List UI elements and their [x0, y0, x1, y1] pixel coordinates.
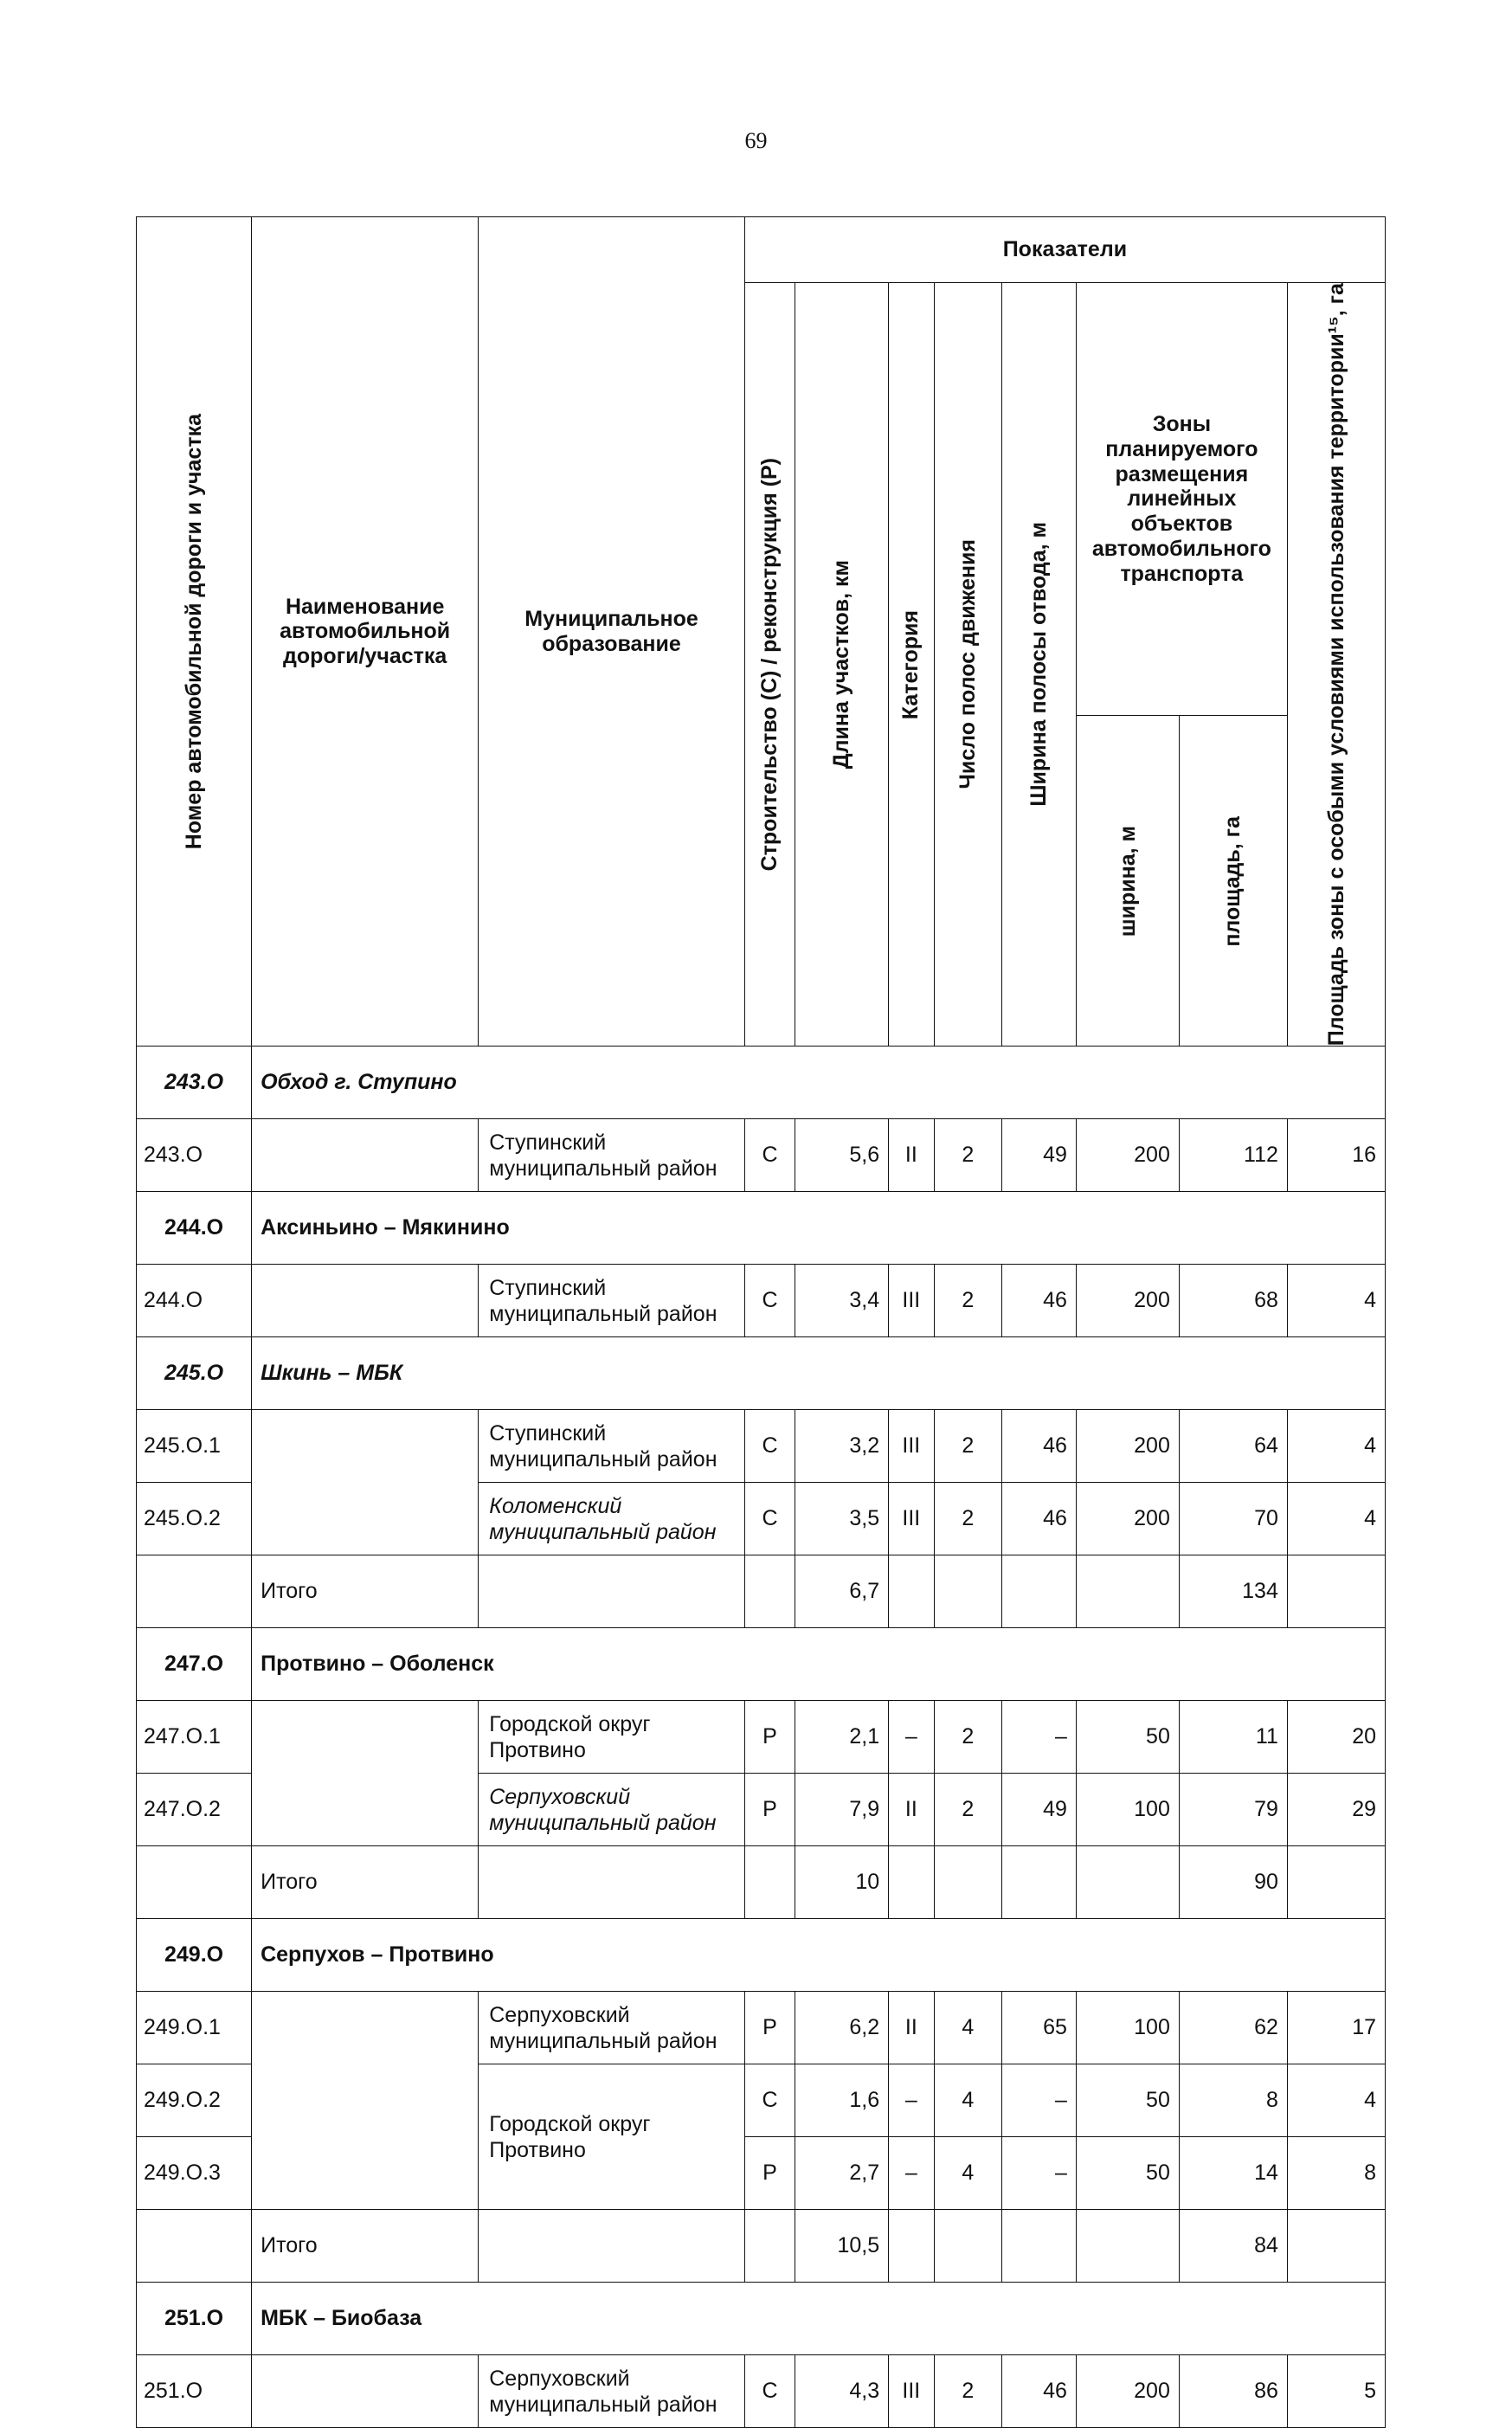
total-label: Итого [252, 2210, 479, 2283]
zone-width: 100 [1076, 1992, 1179, 2064]
zone-width: 200 [1076, 2355, 1179, 2428]
total-empty [889, 1846, 934, 1919]
zone-width: 200 [1076, 1265, 1179, 1337]
zone-area: 68 [1179, 1265, 1287, 1337]
right-of-way-width: 46 [1002, 2355, 1077, 2428]
header-zones: Зоны планируемого размещения линейных объектов автомобильного транспорта [1076, 283, 1287, 716]
category: – [889, 2137, 934, 2210]
table-row [137, 1119, 1386, 1192]
road-name-cell [252, 1992, 479, 2210]
total-empty [1076, 1846, 1179, 1919]
category: III [889, 2355, 934, 2428]
construction-type: Р [744, 1701, 795, 1774]
total-label: Итого [252, 1846, 479, 1919]
special-zone-area: 20 [1287, 1701, 1385, 1774]
group-number: 244.О [137, 1192, 252, 1265]
right-of-way-width: 46 [1002, 1483, 1077, 1555]
municipality-cell: Городской округ Протвино [479, 2064, 745, 2210]
category: II [889, 1774, 934, 1846]
header-length: Длина участков, км [795, 283, 889, 1047]
row-number: 244.О [137, 1265, 252, 1337]
category: III [889, 1410, 934, 1483]
group-number: 243.О [137, 1047, 252, 1119]
special-zone-area: 4 [1287, 1483, 1385, 1555]
total-empty [744, 1846, 795, 1919]
group-header-row [137, 1919, 1386, 1992]
group-number: 249.О [137, 1919, 252, 1992]
right-of-way-width: 65 [1002, 1992, 1077, 2064]
length-km: 2,1 [795, 1701, 889, 1774]
row-number: 245.О.2 [137, 1483, 252, 1555]
total-length: 10 [795, 1846, 889, 1919]
right-of-way-width: – [1002, 1701, 1077, 1774]
special-zone-area: 5 [1287, 2355, 1385, 2428]
total-empty [1002, 1846, 1077, 1919]
construction-type: С [744, 1265, 795, 1337]
total-row [137, 1846, 1386, 1919]
construction-type: С [744, 2064, 795, 2137]
zone-area: 112 [1179, 1119, 1287, 1192]
zone-area: 86 [1179, 2355, 1287, 2428]
total-empty [934, 1555, 1002, 1628]
table-row [137, 1992, 1386, 2064]
length-km: 4,3 [795, 2355, 889, 2428]
group-name: Обход г. Ступино [252, 1047, 1386, 1119]
lanes: 2 [934, 1701, 1002, 1774]
total-length: 10,5 [795, 2210, 889, 2283]
total-empty [1002, 1555, 1077, 1628]
total-zone-area: 90 [1179, 1846, 1287, 1919]
total-empty [1002, 2210, 1077, 2283]
row-number: 247.О.1 [137, 1701, 252, 1774]
right-of-way-width: – [1002, 2137, 1077, 2210]
group-name: Протвино – Оболенск [252, 1628, 1386, 1701]
zone-width: 50 [1076, 1701, 1179, 1774]
total-empty [137, 2210, 252, 2283]
zone-area: 70 [1179, 1483, 1287, 1555]
total-empty [137, 1846, 252, 1919]
special-zone-area: 4 [1287, 1410, 1385, 1483]
header-lanes: Число полос движения [934, 283, 1002, 1047]
group-header-row [137, 1192, 1386, 1265]
length-km: 7,9 [795, 1774, 889, 1846]
special-zone-area: 8 [1287, 2137, 1385, 2210]
road-name-cell [252, 1410, 479, 1555]
group-name: Аксиньино – Мякинино [252, 1192, 1386, 1265]
zone-width: 50 [1076, 2137, 1179, 2210]
total-length: 6,7 [795, 1555, 889, 1628]
category: – [889, 2064, 934, 2137]
roads-table [136, 216, 1386, 2428]
construction-type: С [744, 2355, 795, 2428]
length-km: 3,5 [795, 1483, 889, 1555]
municipality-cell: Серпуховский муниципальный район [479, 1774, 745, 1846]
header-zone-width: ширина, м [1076, 716, 1179, 1047]
municipality-cell: Ступинский муниципальный район [479, 1119, 745, 1192]
zone-area: 64 [1179, 1410, 1287, 1483]
length-km: 6,2 [795, 1992, 889, 2064]
total-zone-area: 134 [1179, 1555, 1287, 1628]
row-number: 245.О.1 [137, 1410, 252, 1483]
lanes: 2 [934, 1774, 1002, 1846]
total-empty [889, 2210, 934, 2283]
total-empty [934, 2210, 1002, 2283]
group-name: МБК – Биобаза [252, 2283, 1386, 2355]
special-zone-area: 29 [1287, 1774, 1385, 1846]
zone-area: 62 [1179, 1992, 1287, 2064]
special-zone-area: 4 [1287, 1265, 1385, 1337]
zone-area: 14 [1179, 2137, 1287, 2210]
construction-type: Р [744, 1774, 795, 1846]
lanes: 2 [934, 2355, 1002, 2428]
lanes: 2 [934, 1265, 1002, 1337]
lanes: 2 [934, 1119, 1002, 1192]
road-name-cell [252, 1701, 479, 1846]
header-zone-area: площадь, га [1179, 716, 1287, 1047]
group-header-row [137, 1628, 1386, 1701]
lanes: 4 [934, 2064, 1002, 2137]
municipality-cell: Ступинский муниципальный район [479, 1265, 745, 1337]
row-number: 249.О.2 [137, 2064, 252, 2137]
municipality-cell: Ступинский муниципальный район [479, 1410, 745, 1483]
road-name-cell [252, 1265, 479, 1337]
total-empty [1287, 1846, 1385, 1919]
construction-type: С [744, 1119, 795, 1192]
header-indicators: Показатели [744, 217, 1385, 283]
row-number: 249.О.3 [137, 2137, 252, 2210]
lanes: 4 [934, 2137, 1002, 2210]
total-label: Итого [252, 1555, 479, 1628]
group-number: 245.О [137, 1337, 252, 1410]
total-empty [1287, 2210, 1385, 2283]
total-empty [1076, 1555, 1179, 1628]
row-number: 247.О.2 [137, 1774, 252, 1846]
length-km: 1,6 [795, 2064, 889, 2137]
total-empty [1076, 2210, 1179, 2283]
group-header-row [137, 1337, 1386, 1410]
zone-width: 50 [1076, 2064, 1179, 2137]
page-number: 69 [744, 128, 768, 153]
category: III [889, 1483, 934, 1555]
right-of-way-width: – [1002, 2064, 1077, 2137]
total-empty [744, 2210, 795, 2283]
group-header-row [137, 1047, 1386, 1119]
table-row [137, 1410, 1386, 1483]
lanes: 2 [934, 1410, 1002, 1483]
header-category: Категория [889, 283, 934, 1047]
zone-area: 79 [1179, 1774, 1287, 1846]
row-number: 249.О.1 [137, 1992, 252, 2064]
length-km: 3,2 [795, 1410, 889, 1483]
zone-width: 200 [1076, 1410, 1179, 1483]
total-empty [479, 1846, 745, 1919]
lanes: 2 [934, 1483, 1002, 1555]
municipality-cell: Серпуховский муниципальный район [479, 1992, 745, 2064]
header-right-of-way: Ширина полосы отвода, м [1002, 283, 1077, 1047]
total-row [137, 1555, 1386, 1628]
table-row [137, 1265, 1386, 1337]
special-zone-area: 16 [1287, 1119, 1385, 1192]
length-km: 2,7 [795, 2137, 889, 2210]
header-road-name: Наименование автомобильной дороги/участка [252, 217, 479, 1047]
category: – [889, 1701, 934, 1774]
total-empty [479, 2210, 745, 2283]
construction-type: Р [744, 2137, 795, 2210]
row-number: 251.О [137, 2355, 252, 2428]
total-empty [1287, 1555, 1385, 1628]
total-empty [744, 1555, 795, 1628]
table-row [137, 1701, 1386, 1774]
municipality-cell: Городской округ Протвино [479, 1701, 745, 1774]
total-empty [889, 1555, 934, 1628]
construction-type: С [744, 1410, 795, 1483]
table-row [137, 2355, 1386, 2428]
road-name-cell [252, 1119, 479, 1192]
construction-type: С [744, 1483, 795, 1555]
group-number: 251.О [137, 2283, 252, 2355]
group-name: Серпухов – Протвино [252, 1919, 1386, 1992]
road-name-cell [252, 2355, 479, 2428]
header-municipality: Муниципальное образование [479, 217, 745, 1047]
municipality-cell: Серпуховский муниципальный район [479, 2355, 745, 2428]
group-header-row [137, 2283, 1386, 2355]
right-of-way-width: 46 [1002, 1265, 1077, 1337]
group-number: 247.О [137, 1628, 252, 1701]
total-empty [934, 1846, 1002, 1919]
length-km: 5,6 [795, 1119, 889, 1192]
right-of-way-width: 49 [1002, 1774, 1077, 1846]
category: II [889, 1992, 934, 2064]
category: II [889, 1119, 934, 1192]
construction-type: Р [744, 1992, 795, 2064]
total-row [137, 2210, 1386, 2283]
zone-area: 11 [1179, 1701, 1287, 1774]
header-special-zone: Площадь зоны с особыми условиями использования территории¹⁵, га [1287, 283, 1385, 1047]
special-zone-area: 4 [1287, 2064, 1385, 2137]
lanes: 4 [934, 1992, 1002, 2064]
zone-area: 8 [1179, 2064, 1287, 2137]
municipality-cell: Коломенский муниципальный район [479, 1483, 745, 1555]
header-road-number: Номер автомобильной дороги и участка [137, 217, 252, 1047]
row-number: 243.О [137, 1119, 252, 1192]
length-km: 3,4 [795, 1265, 889, 1337]
zone-width: 200 [1076, 1119, 1179, 1192]
right-of-way-width: 49 [1002, 1119, 1077, 1192]
category: III [889, 1265, 934, 1337]
total-zone-area: 84 [1179, 2210, 1287, 2283]
special-zone-area: 17 [1287, 1992, 1385, 2064]
total-empty [137, 1555, 252, 1628]
zone-width: 100 [1076, 1774, 1179, 1846]
header-construction: Строительство (С) / реконструкция (Р) [744, 283, 795, 1047]
right-of-way-width: 46 [1002, 1410, 1077, 1483]
group-name: Шкинь – МБК [252, 1337, 1386, 1410]
zone-width: 200 [1076, 1483, 1179, 1555]
total-empty [479, 1555, 745, 1628]
